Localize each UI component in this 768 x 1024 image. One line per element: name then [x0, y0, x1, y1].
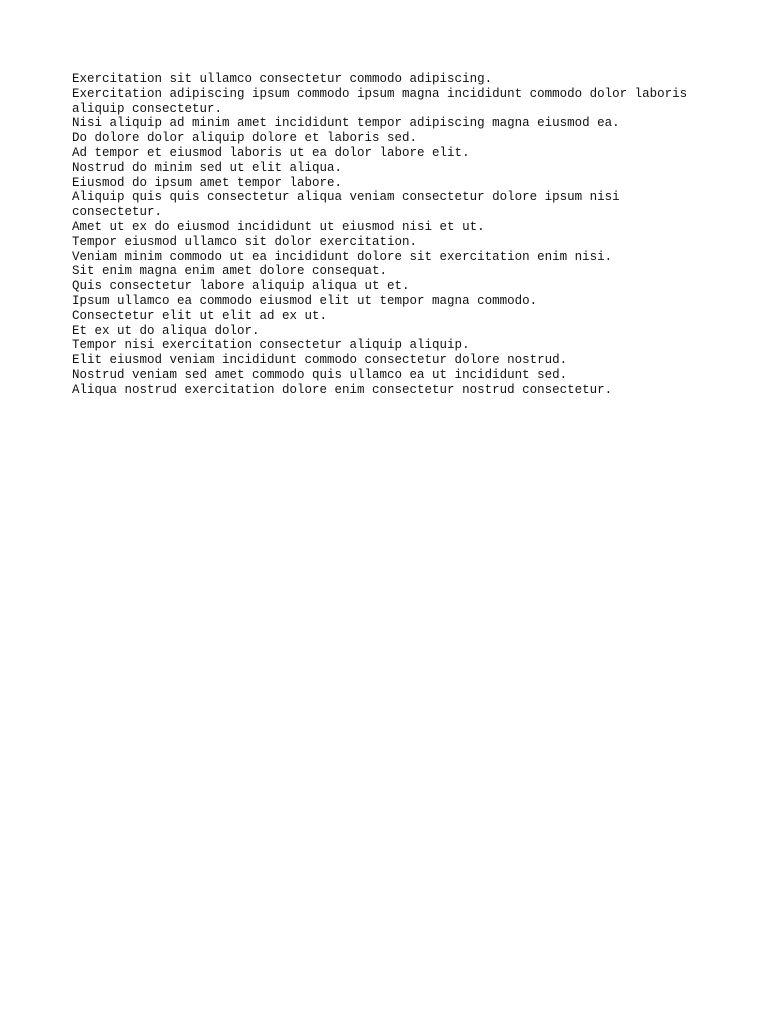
- document-body: [72, 72, 696, 398]
- text-line: Amet ut ex do eiusmod incididunt ut eiusmod nisi et ut.: [72, 219, 485, 234]
- text-line: Veniam minim commodo ut ea incididunt dolore sit exercitation enim nisi.: [72, 249, 613, 264]
- text-line: Do dolore dolor aliquip dolore et laboris sed.: [72, 131, 418, 146]
- text-line: Exercitation sit ullamco consectetur commodo adipiscing.: [72, 72, 493, 86]
- text-line: Aliquip quis quis consectetur aliqua veniam consectetur dolore ipsum nisi consectetur.: [72, 190, 620, 220]
- text-line: Nisi aliquip ad minim amet incididunt tempor adipiscing magna eiusmod ea.: [72, 116, 620, 131]
- text-line: Ipsum ullamco ea commodo eiusmod elit ut tempor magna commodo.: [72, 293, 538, 308]
- text-line: Aliqua nostrud exercitation dolore enim consectetur nostrud consectetur.: [72, 382, 613, 397]
- text-line: Consectetur elit ut elit ad ex ut.: [72, 308, 328, 323]
- text-line: Exercitation adipiscing ipsum commodo ipsum magna incididunt commodo dolor laboris aliquip consectetur.: [72, 86, 688, 116]
- text-line: Nostrud veniam sed amet commodo quis ullamco ea ut incididunt sed.: [72, 367, 568, 382]
- text-line: Ad tempor et eiusmod laboris ut ea dolor labore elit.: [72, 145, 470, 160]
- text-line: Sit enim magna enim amet dolore consequat.: [72, 264, 388, 279]
- text-line: Quis consectetur labore aliquip aliqua ut et.: [72, 279, 410, 294]
- text-line: Tempor nisi exercitation consectetur aliquip aliquip.: [72, 338, 470, 353]
- text-line: Et ex ut do aliqua dolor.: [72, 323, 260, 338]
- text-line: Nostrud do minim sed ut elit aliqua.: [72, 160, 343, 175]
- text-line: Eiusmod do ipsum amet tempor labore.: [72, 175, 343, 190]
- text-line: Elit eiusmod veniam incididunt commodo consectetur dolore nostrud.: [72, 353, 568, 368]
- text-line: Tempor eiusmod ullamco sit dolor exercitation.: [72, 234, 418, 249]
